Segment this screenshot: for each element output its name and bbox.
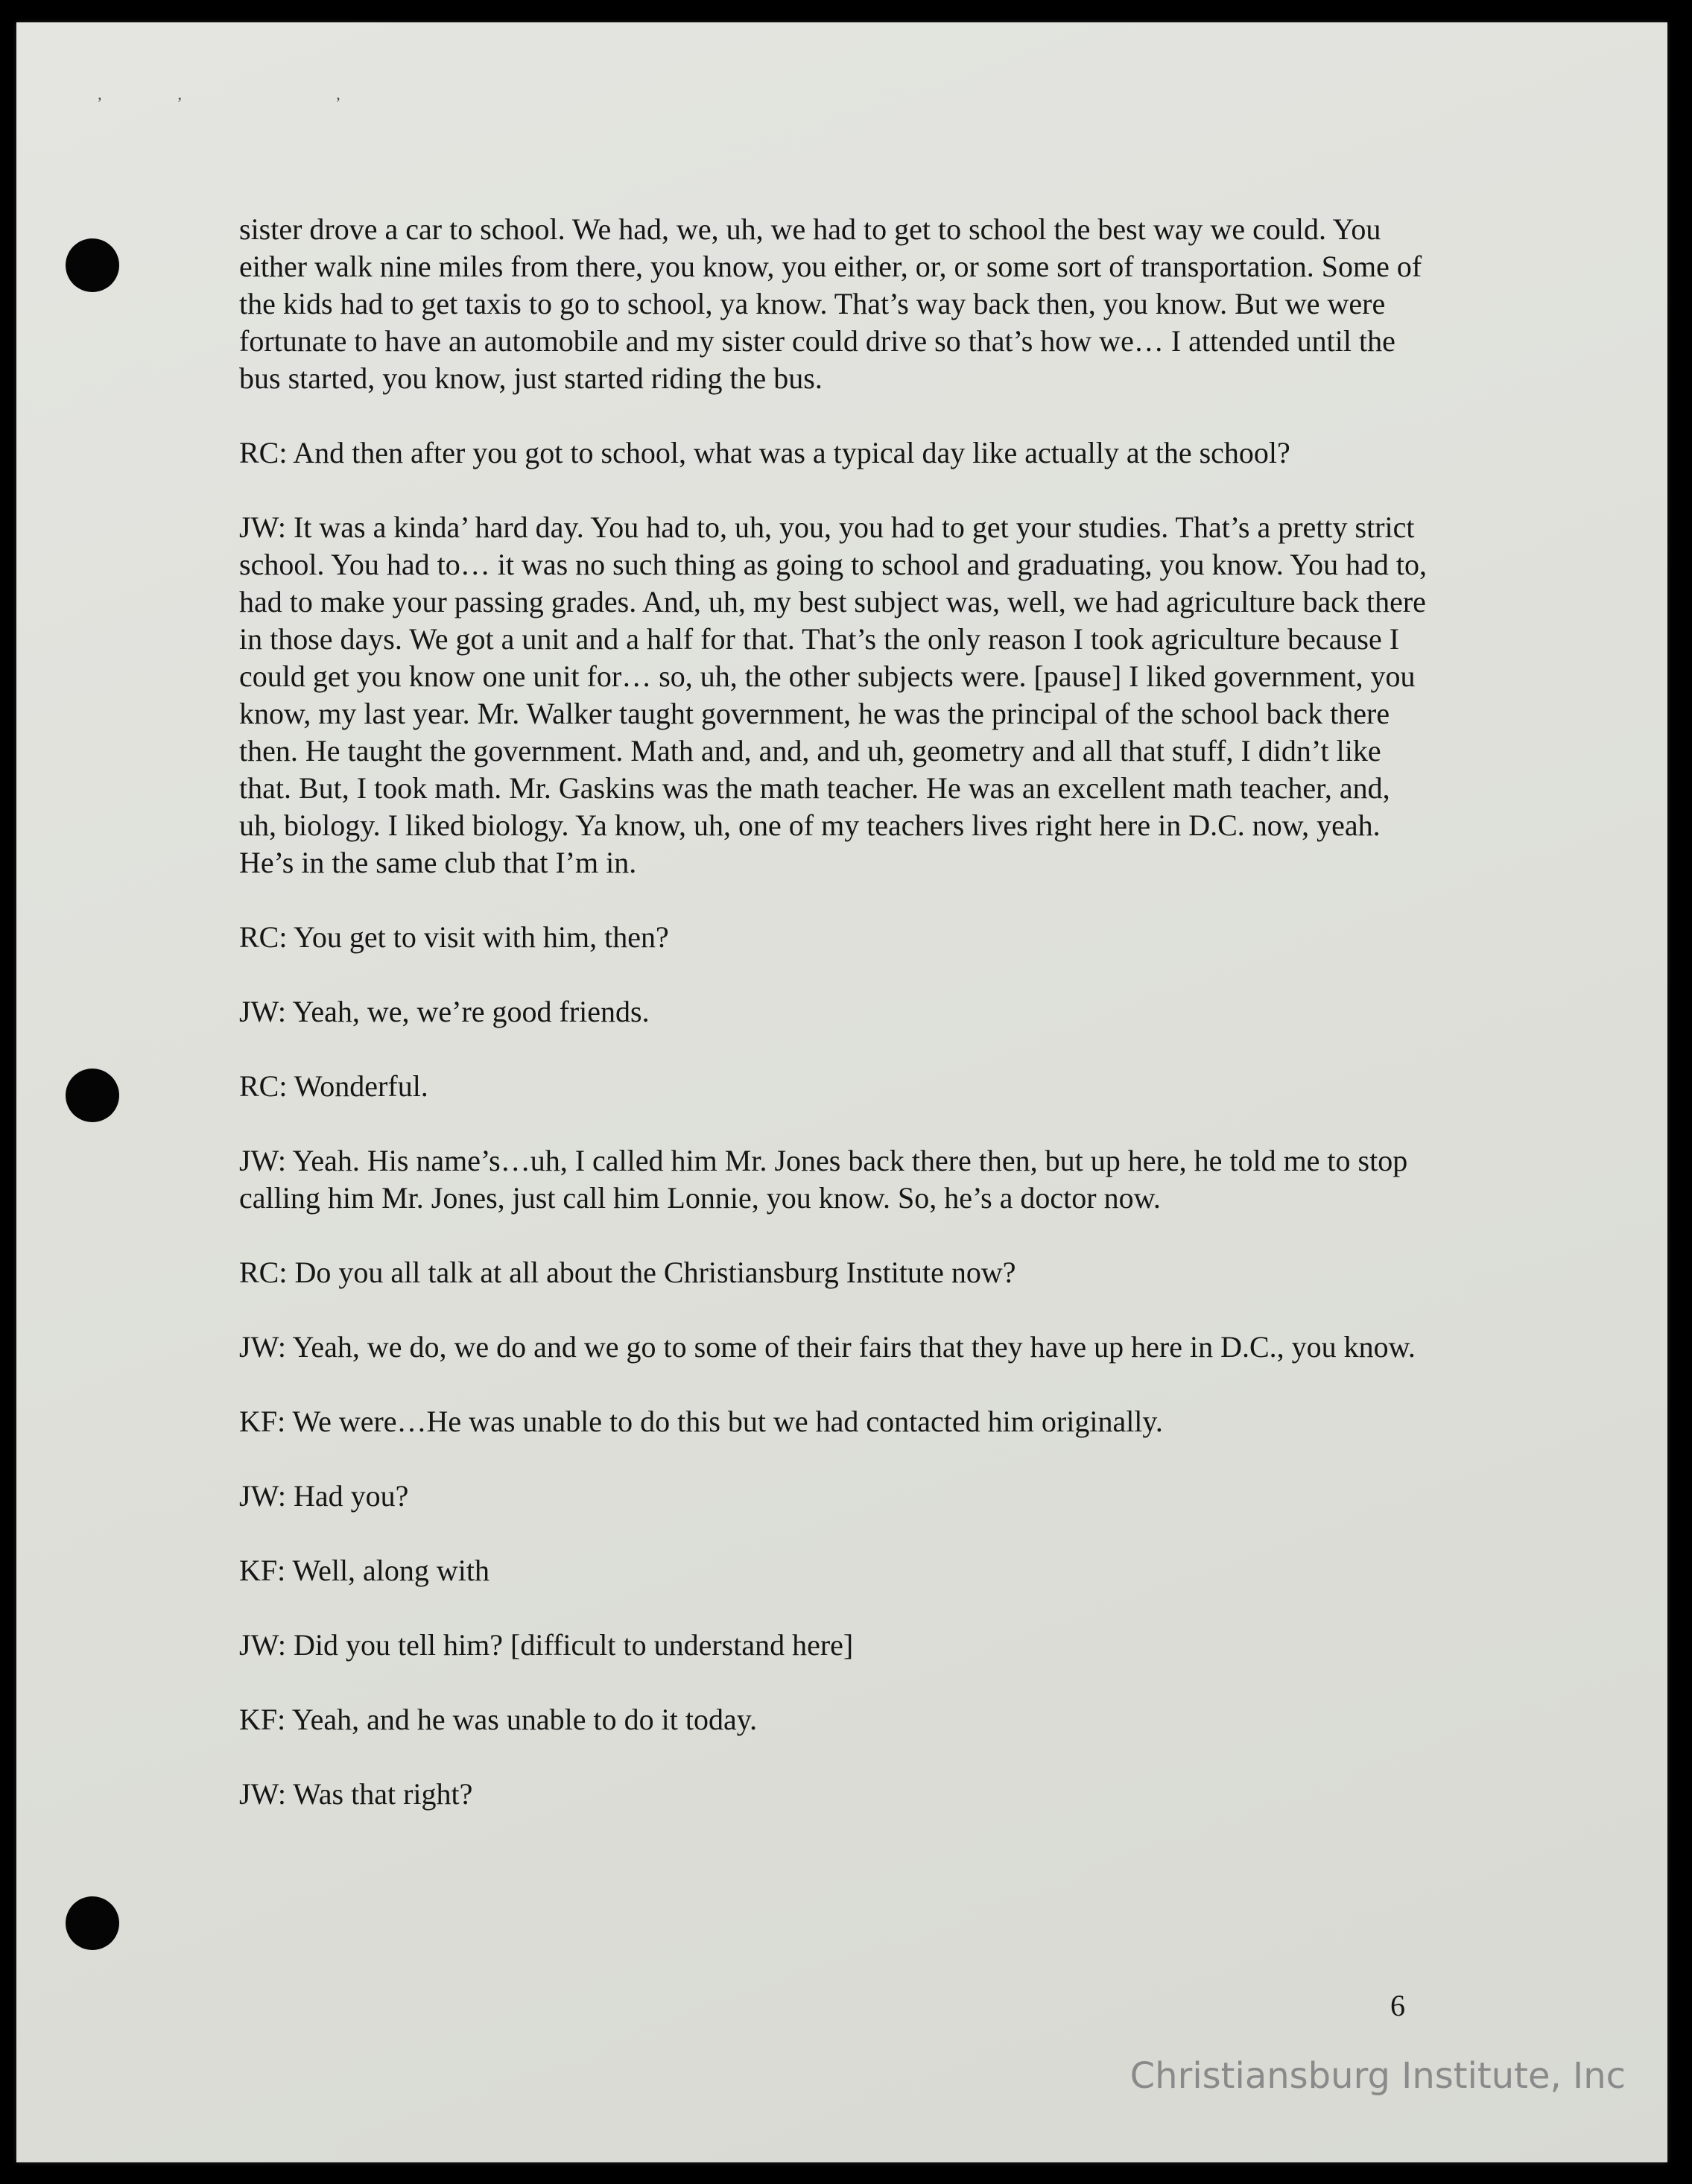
binder-hole-bottom [66, 1896, 119, 1950]
paragraph-jw-was-that-right: JW: Was that right? [239, 1777, 473, 1811]
watermark-text: Christiansburg Institute, Inc [1129, 2055, 1626, 2097]
paragraph-jw-friends: JW: Yeah, we, we’re good friends. [239, 995, 650, 1028]
corner-marks: ʼʼ ʼ [97, 94, 416, 113]
paragraph-jw-answer-school-day: JW: It was a kinda’ hard day. You had to, uh, you, you had to get your studies. That’s a pretty strict school. You had to… it was no such thing as going to school and graduating, you know. You had to, had to make your passing grades. And, uh, my best subject was, well, we had agriculture back there in those days. We got a unit and a half for that. That’s the only reason I took agriculture because I could get you know one unit for… so, uh, the other subjects were. [pause] I liked government, you know, my last year. Mr. Walker taught government, he was the principal of the school back there then. He taught the government. Math and, and, and uh, geometry and all that stuff, I didn’t like that. But, I took math. Mr. Gaskins was the math teacher. He was an excellent math teacher, and, uh, biology. I liked biology. Ya know, uh, one of my teachers lives right here in D.C. now, yeah. He’s in the same club that I’m in. [239, 510, 1428, 879]
paragraph-rc-wonderful: RC: Wonderful. [239, 1069, 428, 1103]
paragraph-rc-question-typical-day: RC: And then after you got to school, what was a typical day like actually at the school? [239, 436, 1290, 469]
paragraph-jw-fairs: JW: Yeah, we do, we do and we go to some of their fairs that they have up here in D.C., you know. [239, 1330, 1416, 1364]
paragraph-kf-contacted: KF: We were…He was unable to do this but we had contacted him originally. [239, 1405, 1163, 1438]
binder-hole-top [66, 238, 119, 292]
paragraph-jw-tell-him: JW: Did you tell him? [difficult to understand here] [239, 1628, 854, 1662]
paragraph-jw-had-you: JW: Had you? [239, 1479, 409, 1513]
paragraph-kf-along-with: KF: Well, along with [239, 1554, 490, 1587]
paragraph-kf-unable-today: KF: Yeah, and he was unable to do it today. [239, 1703, 758, 1736]
paragraph-jw-mr-jones: JW: Yeah. His name’s…uh, I called him Mr. Jones back there then, but up here, he told me to stop calling him Mr. Jones, just call him Lonnie, you know. So, he’s a doctor now. [239, 1144, 1408, 1215]
paragraph-rc-visit: RC: You get to visit with him, then? [239, 920, 669, 954]
binder-hole-middle [66, 1069, 119, 1122]
transcript-body [239, 211, 1431, 1850]
paragraph-rc-talk-institute: RC: Do you all talk at all about the Christiansburg Institute now? [239, 1256, 1016, 1289]
paragraph-narrative: sister drove a car to school. We had, we, uh, we had to get to school the best way we could. You either walk nine miles from there, you know, you either, or, or some sort of transportation. Some of the kids had to get taxis to go to school, ya know. That’s way back then, you know. But we were fortunate to have an automobile and my sister could drive so that’s how we… I attended until the bus started, you know, just started riding the bus. [239, 212, 1422, 395]
page-number: 6 [1390, 1989, 1405, 2022]
